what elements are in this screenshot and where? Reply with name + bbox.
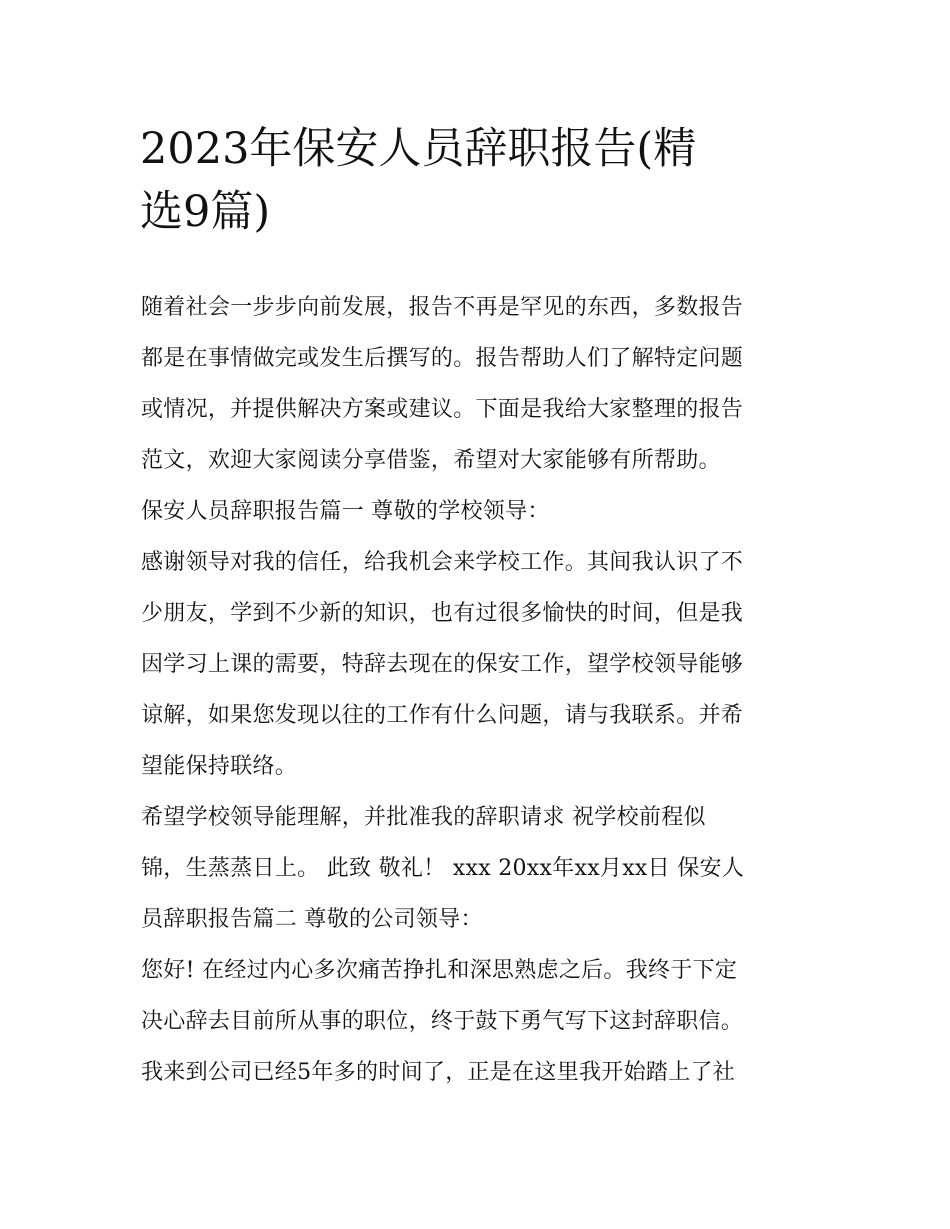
text-line: 因学习上课的需要，特辞去现在的保安工作，望学校领导能够 [141,652,744,677]
text-line: 少朋友，学到不少新的知识，也有过很多愉快的时间，但是我 [141,601,744,626]
title-line-2: 选9篇) [140,187,271,237]
text-line: 锦，生蒸蒸日上。 此致 敬礼！ xxx 20xx年xx月xx日 保安人 [141,856,745,881]
text-line: 您好! 在经过内心多次痛苦挣扎和深思熟虑之后。我终于下定 [141,958,738,983]
text-line: 希望学校领导能理解，并批准我的辞职请求 祝学校前程似 [141,805,706,830]
text-line: 感谢领导对我的信任，给我机会来学校工作。其间我认识了不 [141,550,744,575]
title-line-1: 2023年保安人员辞职报告(精 [140,124,697,174]
text-line: 谅解，如果您发现以往的工作有什么问题，请与我联系。并希 [141,703,744,728]
intro-paragraph [141,282,831,486]
text-line: 员辞职报告篇二 尊敬的公司领导： [141,907,483,932]
text-line: 决心辞去目前所从事的职位，终于鼓下勇气写下这封辞职信。 [141,1009,744,1034]
letter-two-body-paragraph [141,945,831,1098]
letter-one-body-paragraph [141,537,831,792]
text-line: 随着社会一步步向前发展，报告不再是罕见的东西，多数报告 [141,295,744,320]
text-line: 都是在事情做完或发生后撰写的。报告帮助人们了解特定问题 [141,346,744,371]
text-line: 或情况，并提供解决方案或建议。下面是我给大家整理的报告 [141,397,744,422]
text-line: 我来到公司已经5年多的时间了，正是在这里我开始踏上了社 [141,1060,736,1085]
section-heading-paragraph [141,486,831,537]
document-title [140,118,820,244]
letter-one-closing-paragraph [141,792,831,945]
text-line: 范文，欢迎大家阅读分享借鉴，希望对大家能够有所帮助。 [141,448,721,473]
document-body [141,282,831,1098]
text-line: 望能保持联络。 [141,754,298,779]
text-line: 保安人员辞职报告篇一 尊敬的学校领导： [141,499,550,524]
